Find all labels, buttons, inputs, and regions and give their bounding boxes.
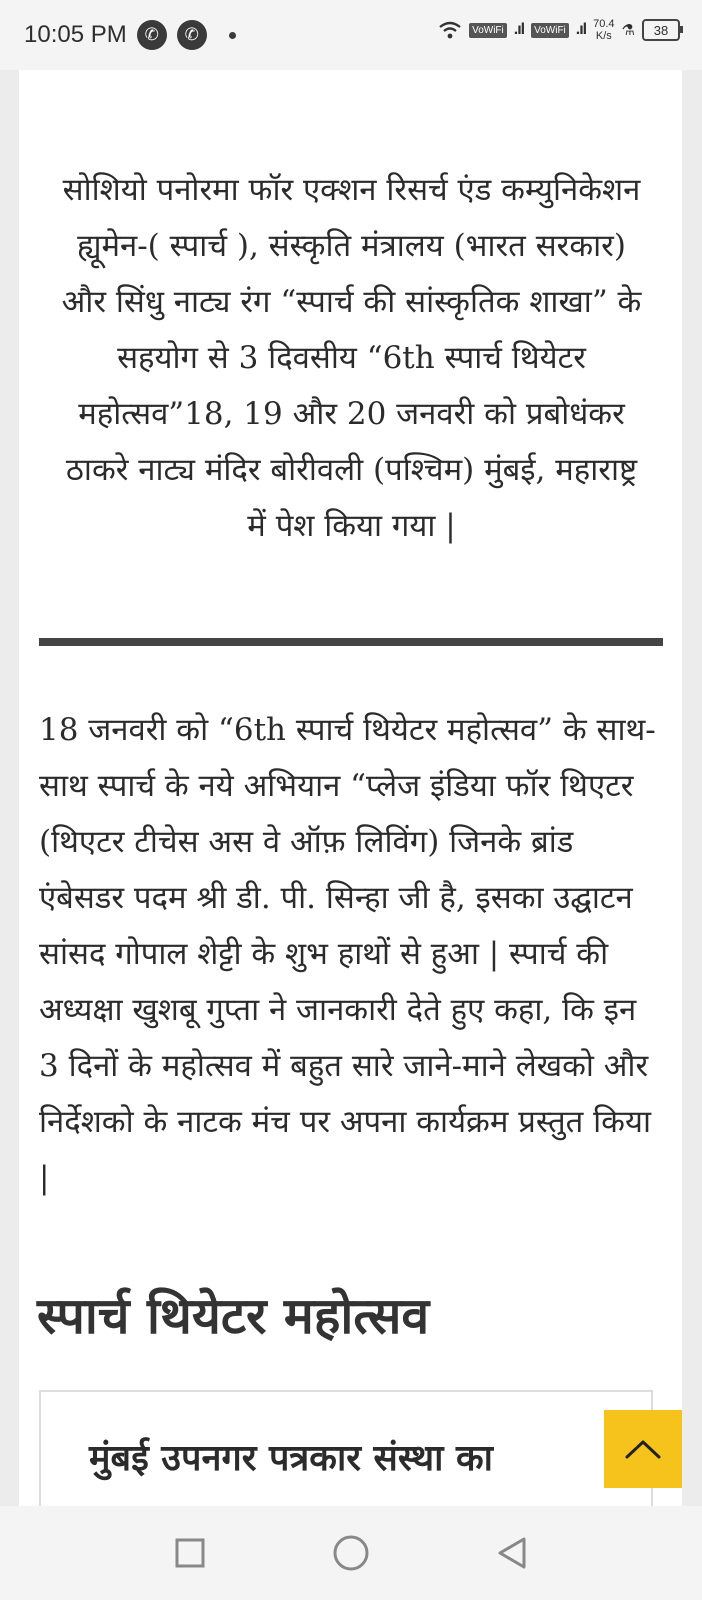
signal-icon-2: .ıl	[575, 21, 587, 38]
circle-icon	[331, 1533, 371, 1573]
recent-apps-button[interactable]	[160, 1523, 220, 1583]
scroll-to-top-button[interactable]	[604, 1410, 682, 1488]
status-indicators	[438, 18, 680, 42]
wifi-icon	[438, 20, 462, 40]
speed-value: 70.4	[593, 18, 615, 30]
battery-level: 38	[653, 22, 669, 38]
battery-icon	[642, 19, 680, 41]
network-speed	[593, 18, 614, 42]
speed-unit: K/s	[595, 30, 612, 42]
notification-dot-icon	[229, 32, 236, 39]
phone-call-icon: ✆	[137, 20, 167, 50]
related-post-title[interactable]: मुंबई उपनगर पत्रकार संस्था का	[89, 1438, 493, 1479]
square-icon	[174, 1537, 206, 1569]
intro-paragraph: सोशियो पनोरमा फॉर एक्शन रिसर्च एंड कम्युनिकेशन ह्यूमेन-( स्पार्च ), संस्कृति मंत्रालय (भारत सरकार) और सिंधु नाट्य रंग “स्पार्च की सांस्कृतिक शाखा” के सहयोग से 3 दिवसीय “6th स्पार्च थियेटर महोत्सव”18, 19 और 20 जनवरी को प्रबोधंकर ठाकरे नाट्य मंदिर बोरीवली (पश्चिम) मुंबई, महाराष्ट्र में पेश किया गया |	[61, 172, 642, 544]
chevron-up-icon	[623, 1437, 663, 1461]
home-button[interactable]	[321, 1523, 381, 1583]
status-bar	[0, 0, 702, 70]
system-nav-bar	[0, 1506, 702, 1600]
article-page	[19, 70, 682, 1506]
lab-flask-icon: ⚗	[621, 22, 635, 39]
vowifi-badge: VoWiFi	[469, 23, 507, 38]
vowifi-badge-2: VoWiFi	[531, 23, 569, 38]
phone-call-icon-2: ✆	[177, 20, 207, 50]
signal-icon: .ıl	[513, 21, 525, 38]
triangle-back-icon	[495, 1535, 529, 1571]
related-post-card[interactable]	[39, 1390, 653, 1506]
status-time: 10:05 PM	[24, 21, 127, 48]
back-button[interactable]	[482, 1523, 542, 1583]
section-divider	[39, 638, 663, 646]
body-paragraph: 18 जनवरी को “6th स्पार्च थियेटर महोत्सव” के साथ-साथ स्पार्च के नये अभियान “प्लेज इंडिया फॉर थिएटर (थिएटर टीचेस अस वे ऑफ़ लिविंग) जिनके ब्रांड एंबेसडर पदम श्री डी. पी. सिन्हा जी है, इसका उद्घाटन सांसद गोपाल शेट्टी के शुभ हाथों से हुआ | स्पार्च की अध्यक्षा खुशबू गुप्ता ने जानकारी देते हुए कहा, कि इन 3 दिनों के महोत्सव में बहुत सारे जाने-माने लेखको और निर्देशको के नाटक मंच पर अपना कार्यक्रम प्रस्तुत किया |	[39, 712, 656, 1196]
section-heading: स्पार्च थियेटर महोत्सव	[37, 1287, 430, 1345]
